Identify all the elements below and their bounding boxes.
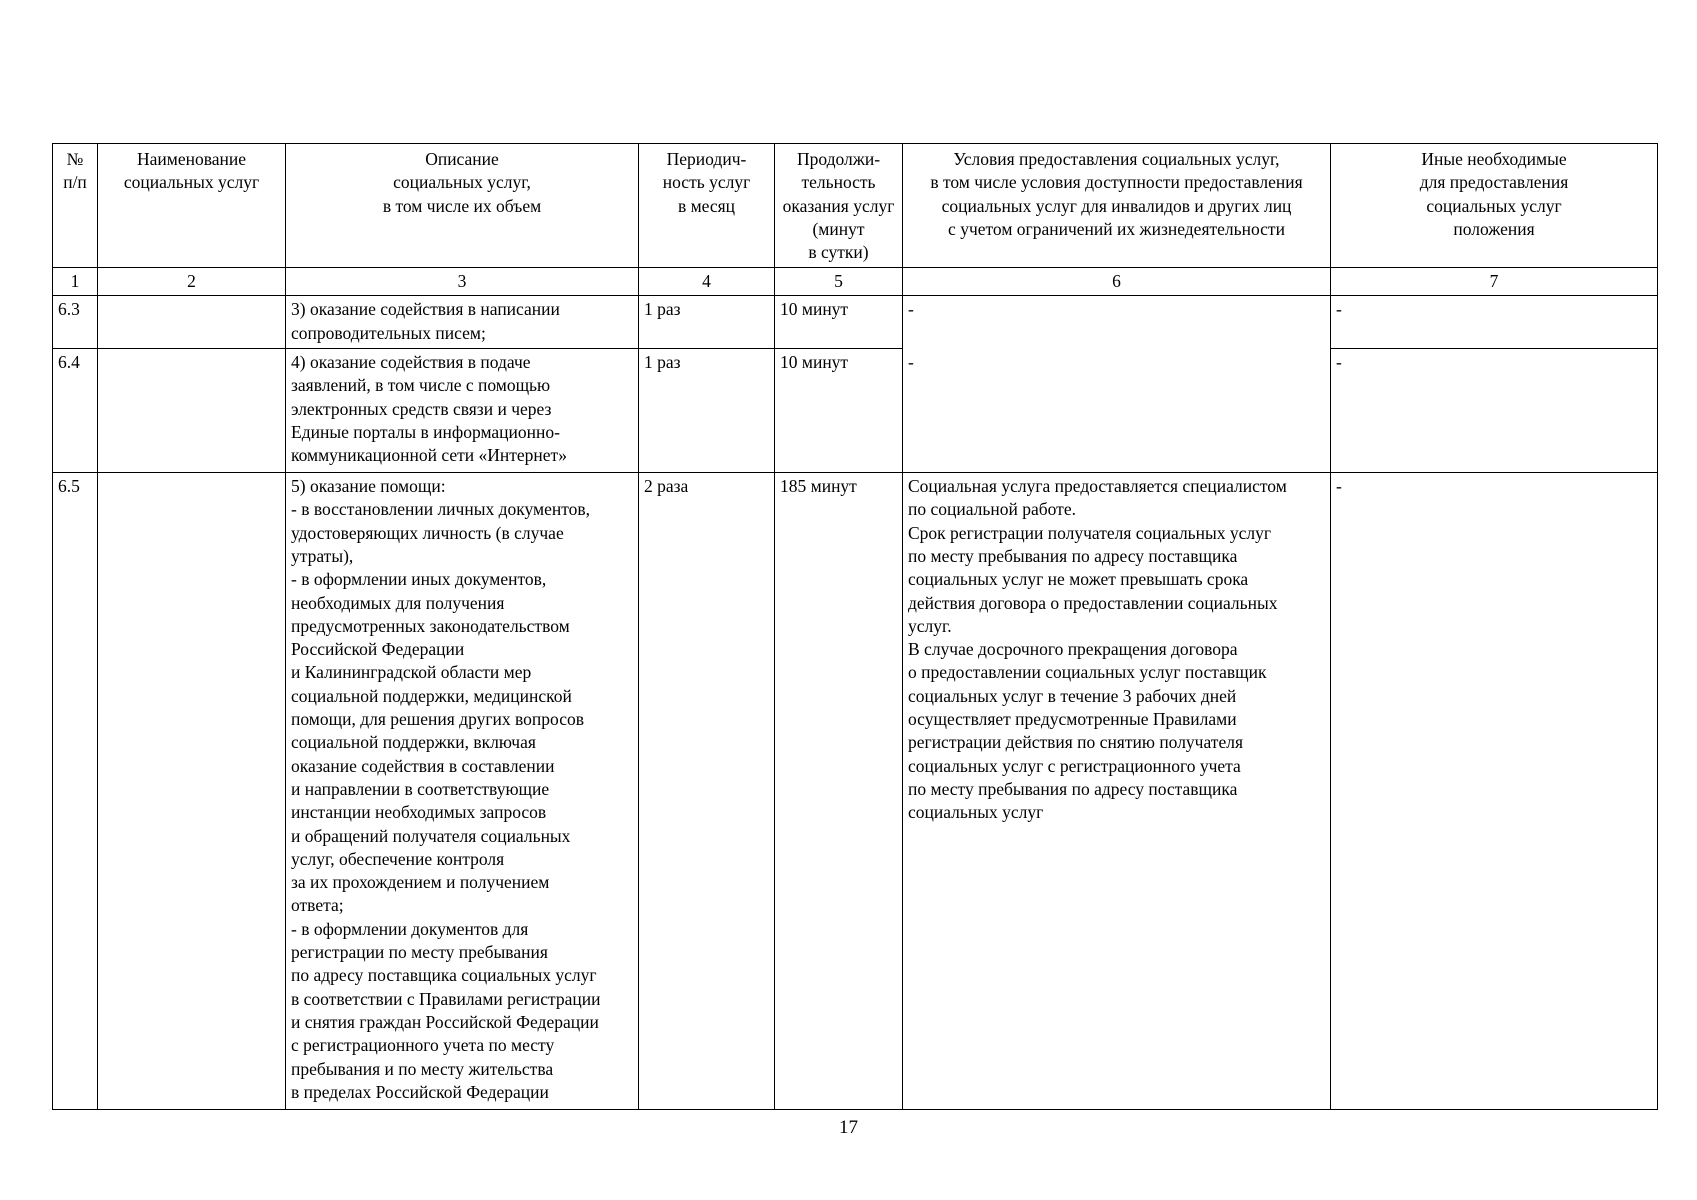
row-service-name: [98, 296, 286, 349]
header-row: [53, 144, 1658, 268]
row-service-name: [98, 349, 286, 473]
column-number: 2: [98, 268, 286, 296]
row-description: 4) оказание содействия в подаче заявлений, в том числе с помощью электронных средств связи и через Единые порталы в информационно- коммуникационной сети «Интернет»: [286, 349, 639, 473]
column-number: 3: [286, 268, 639, 296]
row-num: 6.3: [53, 296, 98, 349]
row-service-name: [98, 473, 286, 1110]
row-duration: 185 минут: [775, 473, 903, 1110]
row-other: -: [1331, 349, 1658, 473]
table-row: [53, 296, 1658, 349]
row-other: -: [1331, 473, 1658, 1110]
header-duration: Продолжи- тельность оказания услуг (минут в сутки): [775, 144, 903, 268]
column-number-row: [53, 268, 1658, 296]
header-description: Описание социальных услуг, в том числе их объем: [286, 144, 639, 268]
page-number: 17: [839, 1117, 858, 1138]
row-duration: 10 минут: [775, 296, 903, 349]
header-other: Иные необходимые для предоставления социальных услуг положения: [1331, 144, 1658, 268]
column-number: 5: [775, 268, 903, 296]
row-num: 6.5: [53, 473, 98, 1110]
column-number: 1: [53, 268, 98, 296]
row-num: 6.4: [53, 349, 98, 473]
row-conditions: -: [903, 296, 1331, 349]
header-conditions: Условия предоставления социальных услуг, в том числе условия доступности предоставления социальных услуг для инвалидов и других лиц с учетом ограничений их жизнедеятельности: [903, 144, 1331, 268]
row-description: 3) оказание содействия в написании сопроводительных писем;: [286, 296, 639, 349]
row-description: 5) оказание помощи: - в восстановлении личных документов, удостоверяющих личность (в случае утраты), - в оформлении иных документов, необходимых для получения предусмотренных законодательством Российской Федерации и Калининградской области мер социальной поддержки, медицинской помощи, для решения других вопросов социальной поддержки, включая оказание содействия в составлении и направлении в соответствующие инстанции необходимых запросов и обращений получателя социальных услуг, обеспечение контроля за их прохождением и получением ответа; - в оформлении документов для регистрации по месту пребывания по адресу поставщика социальных услуг в соответствии с Правилами регистрации и снятия граждан Российской Федерации с регистрационного учета по месту пребывания и по месту жительства в пределах Российской Федерации: [286, 473, 639, 1110]
row-conditions: Социальная услуга предоставляется специалистом по социальной работе. Срок регистрации получателя социальных услуг по месту пребывания по адресу поставщика социальных услуг не может превышать срока действия договора о предоставлении социальных услуг. В случае досрочного прекращения договора о предоставлении социальных услуг поставщик социальных услуг в течение 3 рабочих дней осуществляет предусмотренные Правилами регистрации действия по снятию получателя социальных услуг с регистрационного учета по месту пребывания по адресу поставщика социальных услуг: [903, 473, 1331, 1110]
column-number: 6: [903, 268, 1331, 296]
table-row: [53, 349, 1658, 473]
row-periodicity: 1 раз: [639, 349, 775, 473]
header-periodicity: Периодич- ность услуг в месяц: [639, 144, 775, 268]
header-service-name: Наименование социальных услуг: [98, 144, 286, 268]
column-number: 7: [1331, 268, 1658, 296]
row-duration: 10 минут: [775, 349, 903, 473]
table-row: [53, 473, 1658, 1110]
row-periodicity: 2 раза: [639, 473, 775, 1110]
column-number: 4: [639, 268, 775, 296]
services-table: [52, 143, 1658, 1110]
header-num: № п/п: [53, 144, 98, 268]
row-periodicity: 1 раз: [639, 296, 775, 349]
row-other: -: [1331, 296, 1658, 349]
row-conditions: -: [903, 349, 1331, 473]
